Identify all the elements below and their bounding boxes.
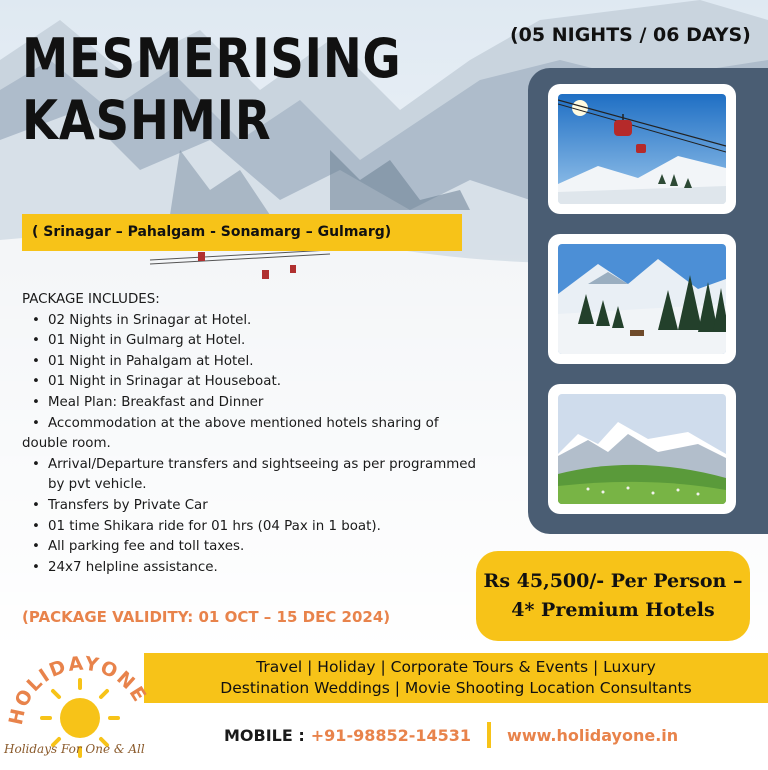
list-item: • All parking fee and toll taxes.	[22, 537, 522, 558]
gondola-photo	[548, 84, 736, 214]
list-item: • Meal Plan: Breakfast and Dinner	[22, 393, 522, 414]
package-includes	[22, 290, 522, 578]
phone-number[interactable]: +91-98852-14531	[310, 725, 472, 745]
poster-title	[22, 28, 402, 152]
list-item: • 24x7 helpline assistance.	[22, 558, 522, 579]
logo-brand: HOLIDAYONE	[4, 652, 152, 727]
list-item: • 02 Nights in Srinagar at Hotel.	[22, 311, 522, 332]
logo-tagline: Holidays For One & All	[4, 742, 145, 756]
pine-forest-photo	[548, 234, 736, 364]
package-list	[22, 311, 522, 579]
price-line-2: 4* Premium Hotels	[511, 599, 715, 621]
list-item-continuation: by pvt vehicle.	[48, 477, 147, 493]
title-line-1: MESMERISING	[22, 27, 402, 90]
title-line-2: KASHMIR	[22, 89, 272, 152]
mobile-label: MOBILE :	[224, 725, 305, 745]
price-line-1: Rs 45,500/- Per Person –	[483, 570, 743, 592]
list-item: • Accommodation at the above mentioned hotels sharing of	[22, 414, 522, 435]
list-item-continuation: double room.	[22, 436, 111, 452]
list-item: • 01 Night in Pahalgam at Hotel.	[22, 352, 522, 373]
package-heading: PACKAGE INCLUDES:	[22, 292, 160, 307]
trip-duration: (05 NIGHTS / 06 DAYS)	[510, 24, 751, 46]
meadow-mountain-photo	[548, 384, 736, 514]
services-line-1: Travel | Holiday | Corporate Tours & Events | Luxury	[256, 658, 656, 676]
price-badge	[476, 551, 750, 641]
list-item: • 01 Night in Srinagar at Houseboat.	[22, 372, 522, 393]
list-item: • 01 time Shikara ride for 01 hrs (04 Pax in 1 boat).	[22, 517, 522, 538]
route-banner: ( Srinagar – Pahalgam - Sonamarg – Gulmarg)	[22, 214, 462, 251]
website-link[interactable]: www.holidayone.in	[507, 725, 679, 745]
package-validity: (PACKAGE VALIDITY: 01 OCT – 15 DEC 2024)	[22, 608, 391, 626]
contact-bar	[224, 722, 678, 748]
services-banner	[144, 653, 768, 703]
list-item: • Transfers by Private Car	[22, 496, 522, 517]
list-item: • 01 Night in Gulmarg at Hotel.	[22, 331, 522, 352]
contact-divider	[487, 722, 491, 748]
services-line-2: Destination Weddings | Movie Shooting Location Consultants	[220, 679, 692, 697]
list-item: • Arrival/Departure transfers and sightseeing as per programmed	[22, 455, 522, 476]
